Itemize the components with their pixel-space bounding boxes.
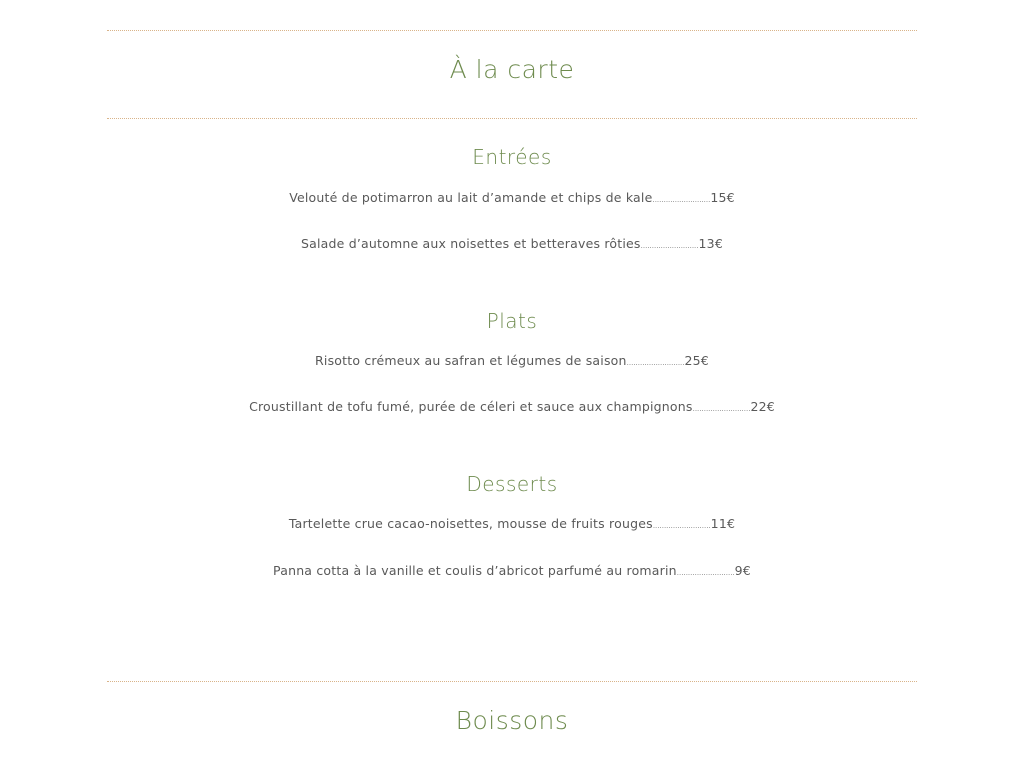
menu-item-price: 11€ <box>710 516 736 531</box>
menu-item <box>0 399 1024 414</box>
divider-top <box>107 30 917 31</box>
section-title-entrees: Entrées <box>472 145 552 169</box>
menu-item-price: 25€ <box>684 353 709 368</box>
menu-item-dots: .......................... <box>692 405 751 413</box>
menu-item <box>0 236 1024 251</box>
menu-item-dots: .......................... <box>640 242 699 250</box>
menu-item-price: 9€ <box>734 563 751 578</box>
menu-item-dots: .......................... <box>652 196 711 204</box>
menu-item-price: 13€ <box>698 236 723 251</box>
menu-item-name: Panna cotta à la vanille et coulis d’abricot parfumé au romarin <box>273 563 677 578</box>
menu-item <box>0 516 1024 531</box>
menu-item-price: 22€ <box>750 399 775 414</box>
section-title-plats: Plats <box>486 309 538 333</box>
divider-before-boissons <box>107 681 917 682</box>
menu-item-dots: .......................... <box>652 522 711 530</box>
menu-item-name: Velouté de potimarron au lait d’amande et chips de kale <box>289 190 653 205</box>
menu-item-name: Salade d’automne aux noisettes et betteraves rôties <box>301 236 641 251</box>
menu-item-name: Risotto crémeux au safran et légumes de saison <box>315 353 627 368</box>
menu-item <box>0 353 1024 368</box>
menu-item-dots: .......................... <box>626 359 685 367</box>
divider-under-title <box>107 118 917 119</box>
menu-item-name: Croustillant de tofu fumé, purée de céleri et sauce aux champignons <box>249 399 693 414</box>
menu-item <box>0 190 1024 205</box>
section-title-desserts: Desserts <box>466 472 558 496</box>
section-title-boissons: Boissons <box>455 706 569 735</box>
menu-item-name: Tartelette crue cacao-noisettes, mousse de fruits rouges <box>288 516 653 531</box>
menu-item-price: 15€ <box>710 190 735 205</box>
menu-item <box>0 563 1024 578</box>
menu-item-dots: .......................... <box>676 569 735 577</box>
page-title: À la carte <box>449 55 575 84</box>
